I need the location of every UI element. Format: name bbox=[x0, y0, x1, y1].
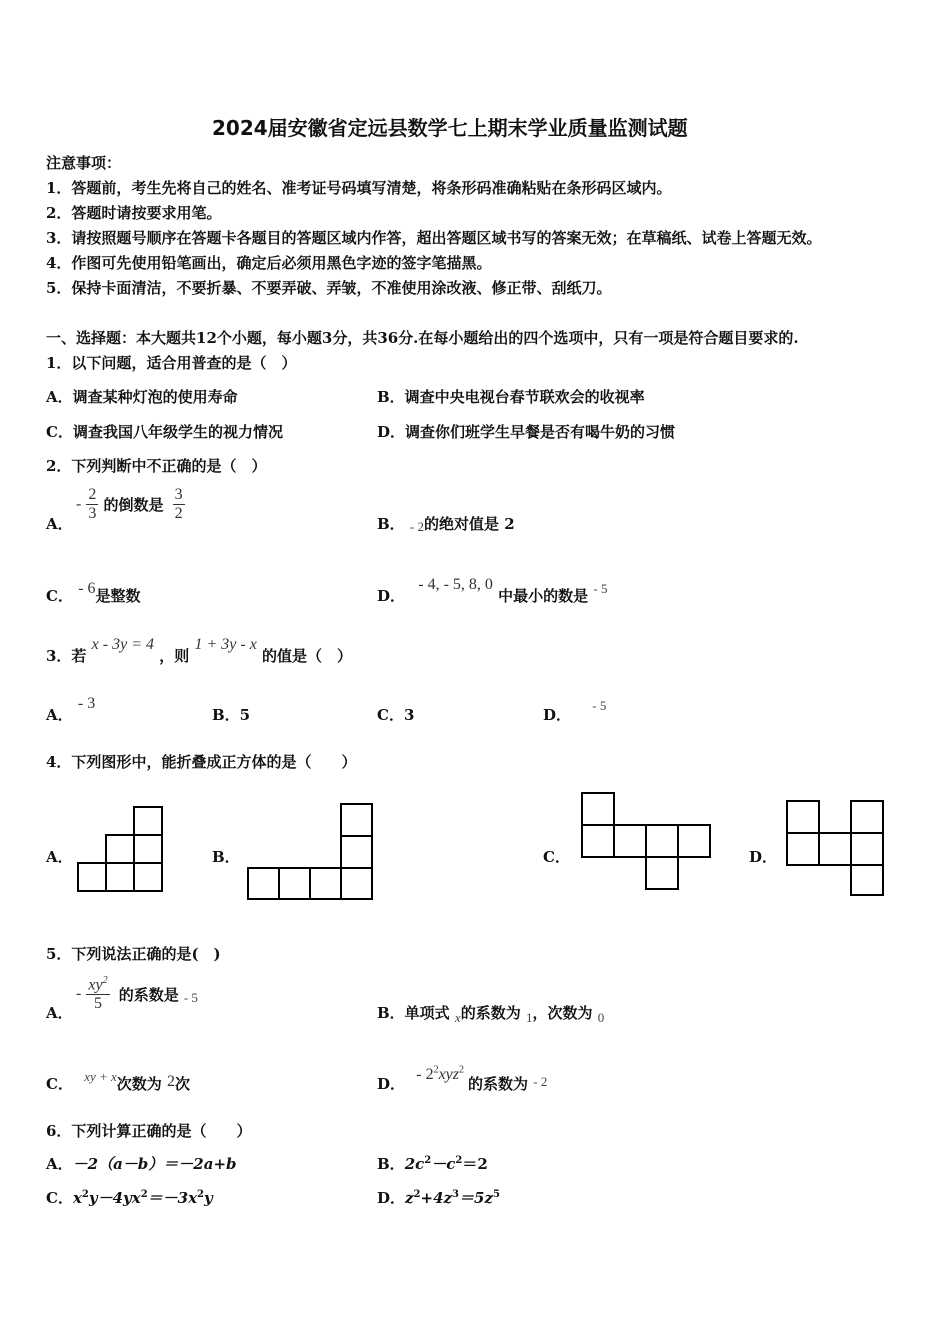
question-4-stem: 4．下列图形中，能折叠成正方体的是（ ） bbox=[46, 753, 357, 771]
q5-option-a[interactable]: - $\frac{xy^2}{5}$ 的系数是 $_{- 5}$ bbox=[76, 975, 198, 1013]
q1-option-d[interactable]: D．调查你们班学生早餐是否有喝牛奶的习惯 bbox=[377, 423, 676, 441]
note-item: 5．保持卡面清洁，不要折暴、不要弄破、弄皱，不准使用涂改液、修正带、刮纸刀。 bbox=[46, 279, 612, 297]
q5-option-a-label[interactable]: A． bbox=[46, 1004, 73, 1022]
q3-option-b[interactable]: B．5 bbox=[212, 706, 251, 724]
q1-option-a[interactable]: A．调查某种灯泡的使用寿命 bbox=[46, 388, 238, 406]
q4-option-a-label[interactable]: A． bbox=[46, 848, 73, 866]
note-item: 4．作图可先使用铅笔画出，确定后必须用黑色字迹的签字笔描黑。 bbox=[46, 254, 492, 272]
q2-option-a[interactable]: - $\frac{2}{3}$ 的倒数是 $\frac{3}{2}$ bbox=[76, 486, 183, 522]
section-heading: 一、选择题：本大题共12个小题，每小题3分，共36分.在每小题给出的四个选项中，只有一项是符合题目要求的. bbox=[46, 329, 799, 347]
notes-heading: 注意事项： bbox=[46, 154, 122, 172]
q6-option-a[interactable]: A．－2（a－b）＝－2a+b bbox=[46, 1155, 237, 1173]
q5-option-c[interactable]: C． xy + x次数为 2次 bbox=[46, 1069, 191, 1093]
q4-option-d-net[interactable] bbox=[785, 799, 887, 899]
question-1-stem: 1．以下问题，适合用普查的是（ ） bbox=[46, 354, 297, 372]
q6-option-d[interactable]: D．$z^2+4z^3=5z^5$ bbox=[377, 1189, 500, 1207]
q4-option-c-net[interactable] bbox=[580, 791, 716, 893]
q4-option-b-label[interactable]: B． bbox=[212, 848, 240, 866]
question-2-stem: 2．下列判断中不正确的是（ ） bbox=[46, 457, 267, 475]
fraction: $\frac{3}{2}$ bbox=[174, 486, 183, 522]
q2-option-c[interactable]: C． - 6是整数 bbox=[46, 580, 141, 605]
q4-option-a-net[interactable] bbox=[76, 806, 166, 894]
q4-option-c-label[interactable]: C． bbox=[543, 848, 570, 866]
q2-option-b[interactable]: B． - 2的绝对值是 2 bbox=[377, 515, 515, 534]
minus-sign: - bbox=[76, 495, 82, 513]
q5-option-d[interactable]: D． - $2^2xyz^2$ 的系数为 - 2 bbox=[377, 1064, 548, 1093]
question-3-stem: 3．若 x - 3y = 4 ，则 1 + 3y - x 的值是（ ） bbox=[46, 636, 353, 665]
q3-option-c[interactable]: C．3 bbox=[377, 706, 415, 724]
note-item: 1．答题前，考生先将自己的姓名、准考证号码填写清楚，将条形码准确粘贴在条形码区域内。 bbox=[46, 179, 672, 197]
note-item: 2．答题时请按要求用笔。 bbox=[46, 204, 222, 222]
question-6-stem: 6．下列计算正确的是（ ） bbox=[46, 1122, 252, 1140]
q1-option-c[interactable]: C．调查我国八年级学生的视力情况 bbox=[46, 423, 283, 441]
page-title: 2024届安徽省定远县数学七上期末学业质量监测试题 bbox=[212, 116, 688, 140]
note-item: 3．请按照题号顺序在答题卡各题目的答题区域内作答，超出答题区域书写的答案无效；在草稿纸、试卷上答题无效。 bbox=[46, 229, 822, 247]
fraction: $\frac{xy^2}{5}$ bbox=[88, 975, 108, 1013]
fraction: $\frac{2}{3}$ bbox=[88, 486, 97, 522]
q4-option-b-net[interactable] bbox=[246, 802, 376, 902]
q1-option-b[interactable]: B．调查中央电视台春节联欢会的收视率 bbox=[377, 388, 645, 406]
q3-option-a[interactable]: A． - 3 bbox=[46, 695, 96, 724]
q6-option-b[interactable]: B．$2c^2-c^2=2$ bbox=[377, 1155, 488, 1173]
q4-option-d-label[interactable]: D． bbox=[749, 848, 778, 866]
q3-option-d[interactable]: D． - 5 bbox=[543, 698, 607, 724]
q2-option-d[interactable]: D． - 4, - 5, 8, 0 中最小的数是 - 5 bbox=[377, 576, 608, 605]
q2-option-a-label[interactable]: A． bbox=[46, 515, 73, 533]
q6-option-c[interactable]: C．$x^2y-4yx^2=-3x^2y$ bbox=[46, 1189, 213, 1207]
q5-option-b[interactable]: B．单项式 x的系数为 1，次数为 0 bbox=[377, 1004, 605, 1025]
question-5-stem: 5．下列说法正确的是( ) bbox=[46, 945, 221, 963]
